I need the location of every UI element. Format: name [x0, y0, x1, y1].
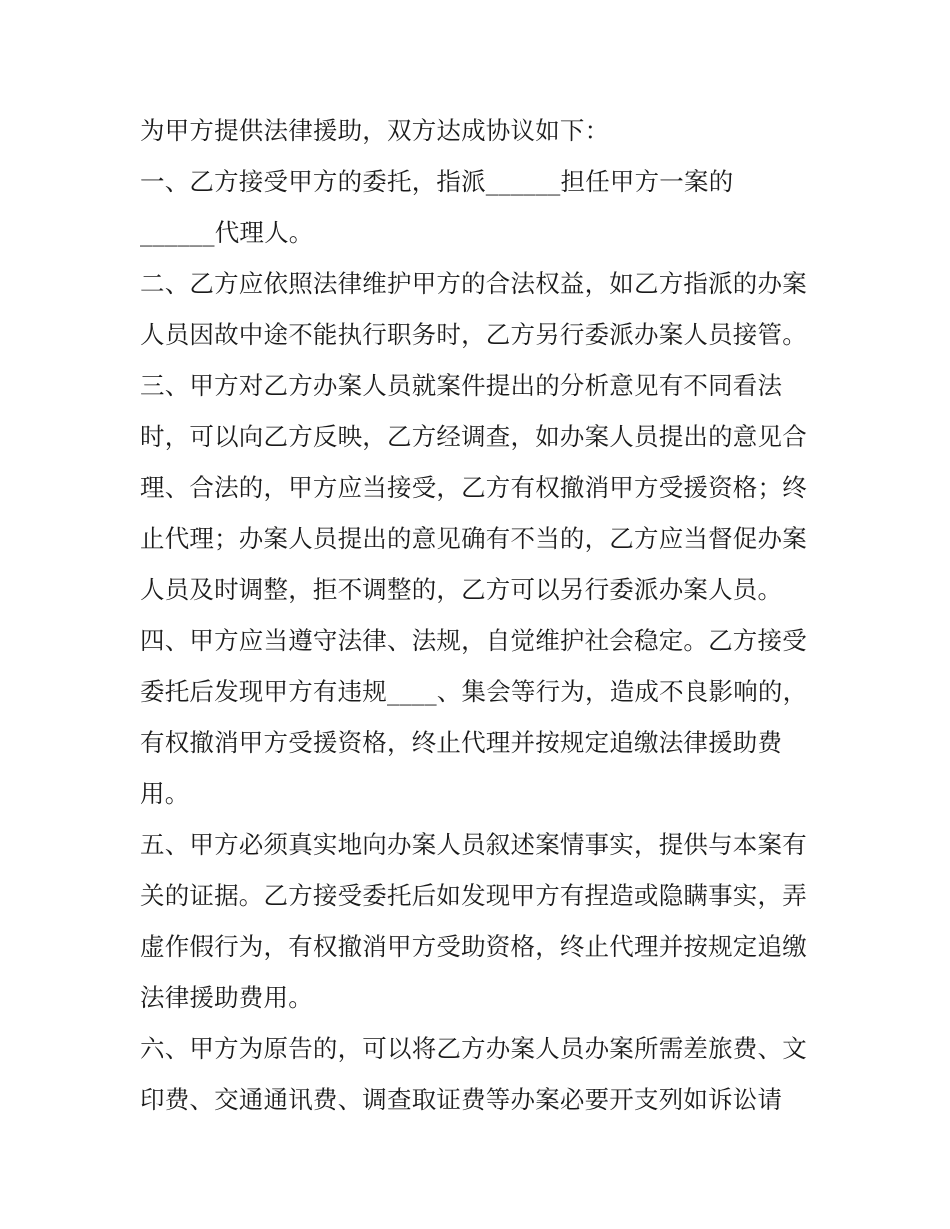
text-line: 理、合法的，甲方应当接受，乙方有权撤消甲方受援资格；终: [140, 473, 807, 502]
text-line: 止代理；办案人员提出的意见确有不当的，乙方应当督促办案: [140, 524, 807, 553]
text-line: 虚作假行为，有权撤消甲方受助资格，终止代理并按规定追缴: [140, 932, 807, 961]
text-line: 有权撤消甲方受援资格，终止代理并按规定追缴法律援助费: [140, 728, 783, 757]
text-line: 印费、交通通讯费、调查取证费等办案必要开支列如诉讼请: [140, 1085, 783, 1114]
text-line: 用。: [140, 779, 190, 808]
text-line: 二、乙方应依照法律维护甲方的合法权益，如乙方指派的办案: [140, 269, 807, 298]
text-line: 时，可以向乙方反映，乙方经调查，如办案人员提出的意见合: [140, 422, 807, 451]
text-line: 人员及时调整，拒不调整的，乙方可以另行委派办案人员。: [140, 575, 783, 604]
text-line: 委托后发现甲方有违规____、集会等行为，造成不良影响的，: [140, 677, 808, 706]
text-line: ______代理人。: [140, 218, 314, 247]
text-line: 人员因故中途不能执行职务时，乙方另行委派办案人员接管。: [140, 320, 807, 349]
text-line: 关的证据。乙方接受委托后如发现甲方有捏造或隐瞒事实，弄: [140, 881, 807, 910]
text-line: 法律援助费用。: [140, 983, 313, 1012]
text-line: 一、乙方接受甲方的委托，指派______担任甲方一案的: [140, 167, 734, 196]
text-line: 为甲方提供法律援助，双方达成协议如下：: [140, 116, 610, 145]
text-line: 五、甲方必须真实地向办案人员叙述案情事实，提供与本案有: [140, 830, 807, 859]
text-line: 四、甲方应当遵守法律、法规，自觉维护社会稳定。乙方接受: [140, 626, 807, 655]
agreement-text: [140, 110, 820, 1130]
text-line: 三、甲方对乙方办案人员就案件提出的分析意见有不同看法: [140, 371, 783, 400]
text-line: 六、甲方为原告的，可以将乙方办案人员办案所需差旅费、文: [140, 1034, 807, 1063]
